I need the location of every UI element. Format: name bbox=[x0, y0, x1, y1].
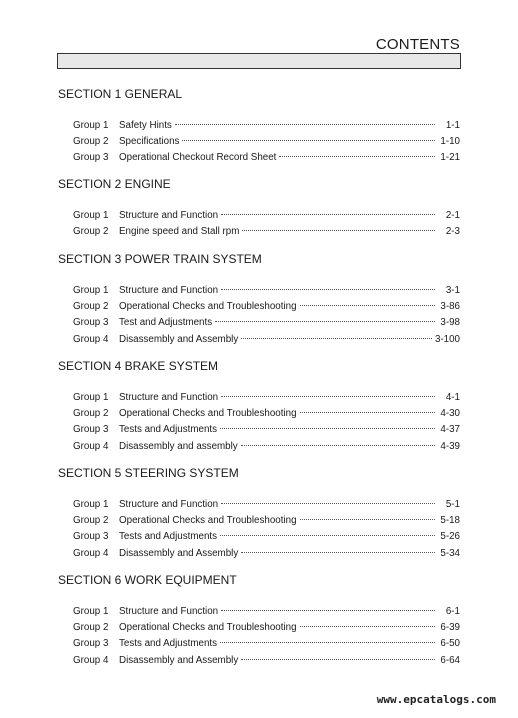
entry-group: Group 4 bbox=[73, 440, 109, 452]
dot-leader bbox=[175, 124, 435, 125]
toc-entry[interactable] bbox=[58, 332, 460, 348]
entry-list bbox=[58, 283, 460, 348]
dot-leader bbox=[221, 503, 435, 504]
entry-title: Operational Checkout Record Sheet bbox=[119, 152, 277, 164]
entry-title: Structure and Function bbox=[119, 392, 219, 403]
entry-page: 4-39 bbox=[440, 440, 460, 452]
entry-title: Disassembly and assembly bbox=[119, 440, 238, 452]
entry-page: 3-100 bbox=[434, 333, 460, 345]
toc-entry[interactable] bbox=[58, 439, 460, 455]
dot-leader bbox=[300, 412, 435, 413]
toc-entry[interactable] bbox=[58, 134, 460, 150]
entry-title: Structure and Function bbox=[119, 606, 219, 617]
dot-leader bbox=[300, 519, 435, 520]
dot-leader bbox=[300, 305, 435, 306]
section-4 bbox=[58, 358, 460, 455]
toc-entry[interactable] bbox=[58, 636, 460, 652]
entry-page: 4-30 bbox=[440, 408, 460, 420]
entry-group: Group 2 bbox=[73, 515, 109, 527]
entry-list bbox=[58, 208, 460, 240]
entry-title: Tests and Adjustments bbox=[119, 424, 218, 436]
section-2 bbox=[58, 176, 460, 240]
section-title: SECTION 5 STEERING SYSTEM bbox=[58, 466, 239, 480]
section-title: SECTION 1 GENERAL bbox=[58, 87, 183, 101]
entry-page: 6-39 bbox=[440, 622, 460, 634]
page-title: CONTENTS bbox=[375, 36, 460, 53]
entry-group: Group 1 bbox=[73, 285, 109, 296]
toc-entry[interactable] bbox=[58, 208, 460, 224]
entry-title: Test and Adjustments bbox=[119, 317, 213, 329]
entry-group: Group 3 bbox=[73, 317, 109, 329]
entry-list bbox=[58, 497, 460, 562]
entry-title: Disassembly and Assembly bbox=[119, 333, 239, 345]
entry-title: Engine speed and Stall rpm bbox=[119, 226, 240, 238]
entry-page: 4-37 bbox=[440, 424, 460, 436]
entry-title: Tests and Adjustments bbox=[119, 531, 218, 543]
section-title: SECTION 4 BRAKE SYSTEM bbox=[58, 359, 219, 373]
toc-entry[interactable] bbox=[58, 406, 460, 422]
toc-entry[interactable] bbox=[58, 620, 460, 636]
entry-page: 5-1 bbox=[445, 499, 460, 510]
toc-entry[interactable] bbox=[58, 224, 460, 240]
entry-page: 5-18 bbox=[440, 515, 460, 527]
toc-entry[interactable] bbox=[58, 299, 460, 315]
entry-page: 5-34 bbox=[440, 547, 460, 559]
entry-page: 3-1 bbox=[445, 285, 460, 296]
entry-list bbox=[58, 118, 460, 167]
section-3 bbox=[58, 251, 460, 348]
entry-page: 1-1 bbox=[445, 120, 460, 131]
entry-title: Safety Hints bbox=[119, 120, 172, 131]
toc-entry[interactable] bbox=[58, 529, 460, 545]
dot-leader bbox=[221, 610, 435, 611]
entry-group: Group 2 bbox=[73, 301, 109, 313]
entry-page: 1-21 bbox=[440, 152, 460, 164]
dot-leader bbox=[300, 626, 435, 627]
entry-group: Group 1 bbox=[73, 210, 109, 221]
toc-entry[interactable] bbox=[58, 513, 460, 529]
entry-title: Operational Checks and Troubleshooting bbox=[119, 301, 297, 313]
entry-title: Structure and Function bbox=[119, 210, 219, 221]
entry-group: Group 3 bbox=[73, 531, 109, 543]
entry-title: Tests and Adjustments bbox=[119, 638, 218, 650]
dot-leader bbox=[215, 321, 435, 322]
entry-group: Group 2 bbox=[73, 622, 109, 634]
entry-group: Group 1 bbox=[73, 606, 109, 617]
entry-title: Operational Checks and Troubleshooting bbox=[119, 515, 297, 527]
entry-page: 6-64 bbox=[440, 654, 460, 666]
entry-group: Group 4 bbox=[73, 547, 109, 559]
dot-leader bbox=[241, 338, 432, 339]
toc-entry[interactable] bbox=[58, 497, 460, 513]
entry-page: 2-1 bbox=[445, 210, 460, 221]
entry-group: Group 3 bbox=[73, 424, 109, 436]
section-title: SECTION 6 WORK EQUIPMENT bbox=[58, 573, 237, 587]
entry-group: Group 2 bbox=[73, 136, 109, 148]
section-title: SECTION 3 POWER TRAIN SYSTEM bbox=[58, 252, 262, 266]
dot-leader bbox=[221, 214, 435, 215]
dot-leader bbox=[220, 428, 435, 429]
entry-page: 6-50 bbox=[440, 638, 460, 650]
title-bar bbox=[57, 53, 461, 69]
entry-title: Structure and Function bbox=[119, 285, 219, 296]
entry-group: Group 4 bbox=[73, 333, 109, 345]
entry-page: 3-86 bbox=[440, 301, 460, 313]
entry-group: Group 4 bbox=[73, 654, 109, 666]
entry-page: 4-1 bbox=[445, 392, 460, 403]
section-5 bbox=[58, 465, 460, 562]
entry-group: Group 3 bbox=[73, 152, 109, 164]
section-1 bbox=[58, 86, 460, 167]
entry-list bbox=[58, 390, 460, 455]
toc-entry[interactable] bbox=[58, 390, 460, 406]
entry-group: Group 1 bbox=[73, 499, 109, 510]
entry-title: Operational Checks and Troubleshooting bbox=[119, 408, 297, 420]
watermark: www.epcatalogs.com bbox=[376, 693, 496, 706]
entry-title: Operational Checks and Troubleshooting bbox=[119, 622, 297, 634]
entry-page: 5-26 bbox=[440, 531, 460, 543]
entry-title: Disassembly and Assembly bbox=[119, 547, 239, 559]
entry-group: Group 2 bbox=[73, 408, 109, 420]
entry-page: 1-10 bbox=[440, 136, 460, 148]
dot-leader bbox=[182, 140, 435, 141]
dot-leader bbox=[220, 642, 435, 643]
entry-group: Group 3 bbox=[73, 638, 109, 650]
entry-group: Group 2 bbox=[73, 226, 109, 238]
toc-entry[interactable] bbox=[58, 422, 460, 438]
entry-group: Group 1 bbox=[73, 120, 109, 131]
toc-entry[interactable] bbox=[58, 653, 460, 669]
dot-leader bbox=[221, 289, 435, 290]
entry-title: Specifications bbox=[119, 136, 180, 148]
entry-list bbox=[58, 604, 460, 669]
dot-leader bbox=[242, 230, 435, 231]
toc-entry[interactable] bbox=[58, 315, 460, 331]
toc-entry[interactable] bbox=[58, 546, 460, 562]
entry-group: Group 1 bbox=[73, 392, 109, 403]
dot-leader bbox=[241, 659, 435, 660]
section-title: SECTION 2 ENGINE bbox=[58, 177, 171, 191]
toc-entry[interactable] bbox=[58, 283, 460, 299]
toc-entry[interactable] bbox=[58, 118, 460, 134]
entry-title: Disassembly and Assembly bbox=[119, 654, 239, 666]
toc-entry[interactable] bbox=[58, 150, 460, 166]
dot-leader bbox=[221, 396, 435, 397]
entry-page: 2-3 bbox=[445, 226, 460, 238]
section-6 bbox=[58, 572, 460, 669]
dot-leader bbox=[220, 535, 435, 536]
entry-page: 3-98 bbox=[440, 317, 460, 329]
dot-leader bbox=[279, 156, 435, 157]
dot-leader bbox=[241, 445, 435, 446]
entry-page: 6-1 bbox=[445, 606, 460, 617]
entry-title: Structure and Function bbox=[119, 499, 219, 510]
toc-entry[interactable] bbox=[58, 604, 460, 620]
dot-leader bbox=[241, 552, 435, 553]
